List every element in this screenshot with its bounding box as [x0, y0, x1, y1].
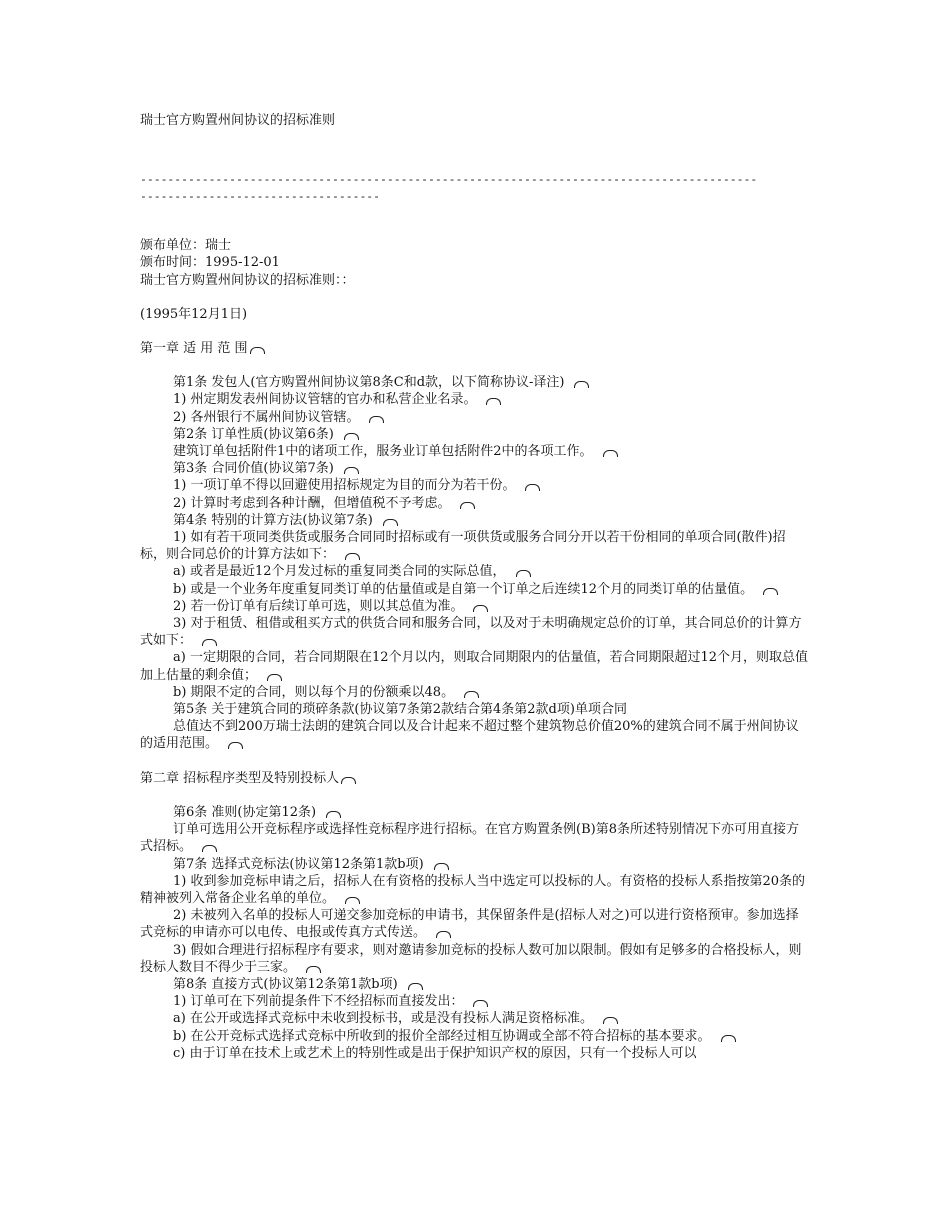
paragraph-mark-icon: [383, 519, 398, 526]
paragraph-mark-icon: [574, 381, 589, 388]
paragraph-text: 2) 未被列入名单的投标人可递交参加竞标的申请书，其保留条件是(招标人对之)可以进行资格预审。参加选择式竞标的申请亦可以电传、电报或传真方式传送。: [140, 908, 799, 941]
paragraph-text: 第1条 发包人(官方购置州间协议第8条C和d款，以下简称协议-译注): [173, 375, 565, 391]
paragraph-text: 第6条 准则(协定第12条): [173, 804, 317, 820]
paragraph-text: 1) 订单可在下列前提条件下不经招标而直接发出：: [173, 994, 464, 1010]
paragraph-text: 第4条 特别的计算方法(协议第7条): [173, 512, 373, 528]
article-paragraph: [140, 477, 810, 494]
paragraph-mark-icon: [603, 1017, 618, 1024]
article-paragraph: [140, 684, 810, 701]
article-paragraph: [140, 460, 810, 477]
paragraph-mark-icon: [603, 450, 618, 457]
paragraph-text: a) 一定期限的合同，若合同期限在12个月以内，则取合同期限内的估量值，若合同期限超过12个月，则取总值加上估量的剩余值；: [140, 650, 809, 683]
paragraph-mark-icon: [721, 1035, 736, 1042]
paragraph-mark-icon: [326, 811, 341, 818]
article-paragraph: [140, 495, 810, 512]
issuer-line: 颁布单位：瑞士: [140, 238, 232, 254]
paragraph-text: 第8条 直接方式(协议第12条第1款b项): [173, 976, 398, 992]
paragraph-text: 第2条 订单性质(协议第6条): [173, 426, 334, 442]
paragraph-text: 2) 若一份订单有后续订单可选，则以其总值为准。: [173, 598, 464, 614]
article-paragraph: [140, 598, 810, 615]
paragraph-text: 1) 州定期发表州间协议管辖的官办和私营企业名录。: [173, 392, 477, 408]
paragraph-text: a) 在公开或选择式竞标中未收到投标书，或是没有投标人满足资格标准。: [173, 1011, 593, 1027]
paragraph-mark-icon: [434, 863, 449, 870]
article-paragraph: [140, 942, 810, 976]
article-paragraph: [140, 1028, 810, 1045]
paragraph-mark-icon: [345, 553, 360, 560]
paragraph-mark-icon: [344, 433, 359, 440]
article-paragraph: [140, 649, 810, 683]
chapter-heading-text: 第二章 招标程序类型及特别投标人: [140, 770, 340, 786]
separator-line: ------------------------------------------------------------------------------------------: [140, 172, 758, 187]
paragraph-text: 第5条 关于建筑合同的琐碎条款(协议第7条第2款结合第4条第2款d项)单项合同: [173, 702, 627, 718]
paragraph-text: 总值达不到200万瑞士法朗的建筑合同以及合计起来不超过整个建筑物总价值20%的建筑合同不属于州间协议的适用范围。: [140, 719, 799, 752]
paragraph-text: b) 在公开竞标式选择式竞标中所收到的报价全部经过相互协调或全部不符合招标的基本要求。: [173, 1028, 711, 1044]
article-paragraph: [140, 821, 810, 855]
issue-date-line: 颁布时间：1995-12-01: [140, 255, 280, 271]
article-paragraph: [140, 426, 810, 443]
article-paragraph: [140, 1010, 810, 1027]
article-paragraph: [140, 993, 810, 1010]
article-paragraph: [140, 873, 810, 907]
paragraph-mark-icon: [436, 931, 451, 938]
paragraph-text: 1) 一项订单不得以回避使用招标规定为目的而分为若干份。: [173, 478, 516, 494]
article-paragraph: [140, 1045, 810, 1062]
article-paragraph: [140, 804, 810, 821]
article-paragraph: [140, 409, 810, 426]
paragraph-mark-icon: [763, 588, 778, 595]
paragraph-mark-icon: [486, 398, 501, 405]
paragraph-mark-icon: [228, 742, 243, 749]
paragraph-mark-icon: [202, 845, 217, 852]
article-paragraph: [140, 529, 810, 563]
paragraph-mark-icon: [460, 502, 475, 509]
paragraph-mark-icon: [306, 966, 321, 973]
article-paragraph: [140, 976, 810, 993]
paragraph-mark-icon: [202, 639, 217, 646]
article-paragraph: [140, 856, 810, 873]
article-paragraph: [140, 374, 810, 391]
paragraph-text: 1) 如有若干项同类供货或服务合同同时招标或有一项供货或服务合同分开以若干份相同的单项合同(散件)招标，则合同总价的计算方法如下：: [140, 530, 786, 563]
paragraph-mark-icon: [473, 1000, 488, 1007]
paragraph-mark-icon: [473, 605, 488, 612]
separator-line-continued: -----------------------------------: [140, 189, 381, 204]
chapters-container: [140, 340, 810, 1062]
paragraph-mark-icon: [341, 777, 356, 784]
article-paragraph: [140, 907, 810, 941]
paragraph-mark-icon: [250, 347, 265, 354]
article-paragraph: [140, 615, 810, 649]
paragraph-text: 3) 假如合理进行招标程序有要求，则对邀请参加竞标的投标人数可加以限制。假如有足够多的合格投标人，则投标人数目不得少于三家。: [140, 942, 802, 975]
paragraph-text: 第7条 选择式竞标法(协议第12条第1款b项): [173, 856, 424, 872]
article-paragraph: [140, 581, 810, 598]
article-paragraph: [140, 443, 810, 460]
article-paragraph: [140, 701, 810, 718]
article-paragraph: [140, 391, 810, 408]
chapter-heading: [140, 770, 810, 787]
paragraph-text: b) 期限不定的合同，则以每个月的份额乘以48。: [173, 684, 455, 700]
document-title: 瑞士官方购置州间协议的招标准则: [140, 113, 336, 128]
paragraph-mark-icon: [344, 467, 359, 474]
paragraph-text: 2) 计算时考虑到各种计酬，但增值税不予考虑。: [173, 495, 451, 511]
article-paragraph: [140, 563, 810, 580]
date-line: (1995年12月1日): [140, 306, 248, 322]
paragraph-mark-icon: [408, 983, 423, 990]
paragraph-mark-icon: [369, 416, 384, 423]
paragraph-mark-icon: [267, 674, 282, 681]
chapter-heading-text: 第一章 适 用 范 围: [140, 341, 248, 357]
paragraph-mark-icon: [464, 691, 479, 698]
paragraph-text: c) 由于订单在技术上或艺术上的特别性或是出于保护知识产权的原因，只有一个投标人可以: [173, 1045, 697, 1061]
paragraph-text: a) 或者是最近12个月发过标的重复同类合同的实际总值，: [173, 564, 506, 580]
paragraph-text: 3) 对于租赁、租借或租买方式的供货合同和服务合同，以及对于未明确规定总价的订单，其合同总价的计算方式如下：: [140, 616, 802, 649]
article-paragraph: [140, 718, 810, 752]
paragraph-text: 2) 各州银行不属州间协议管辖。: [173, 409, 360, 425]
subtitle-line: 瑞士官方购置州间协议的招标准则：：: [140, 272, 355, 288]
paragraph-mark-icon: [516, 570, 531, 577]
paragraph-text: 1) 收到参加竞标申请之后，招标人在有资格的投标人当中选定可以投标的人。有资格的投标人系指按第20条的精神被列入常备企业名单的单位。: [140, 873, 806, 906]
paragraph-mark-icon: [525, 484, 540, 491]
article-paragraph: [140, 512, 810, 529]
paragraph-text: 建筑订单包括附件1中的诸项工作，服务业订单包括附件2中的各项工作。: [173, 444, 593, 460]
chapter-heading: [140, 340, 810, 357]
document-page: [140, 112, 810, 1062]
paragraph-text: 第3条 合同价值(协议第7条): [173, 461, 334, 477]
paragraph-text: b) 或是一个业务年度重复同类订单的估量值或是自第一个订单之后连续12个月的同类订单的估量值。: [173, 581, 754, 597]
paragraph-text: 订单可选用公开竞标程序或选择性竞标程序进行招标。在官方购置条例(B)第8条所述特别情况下亦可用直接方式招标。: [140, 822, 799, 855]
paragraph-mark-icon: [345, 897, 360, 904]
